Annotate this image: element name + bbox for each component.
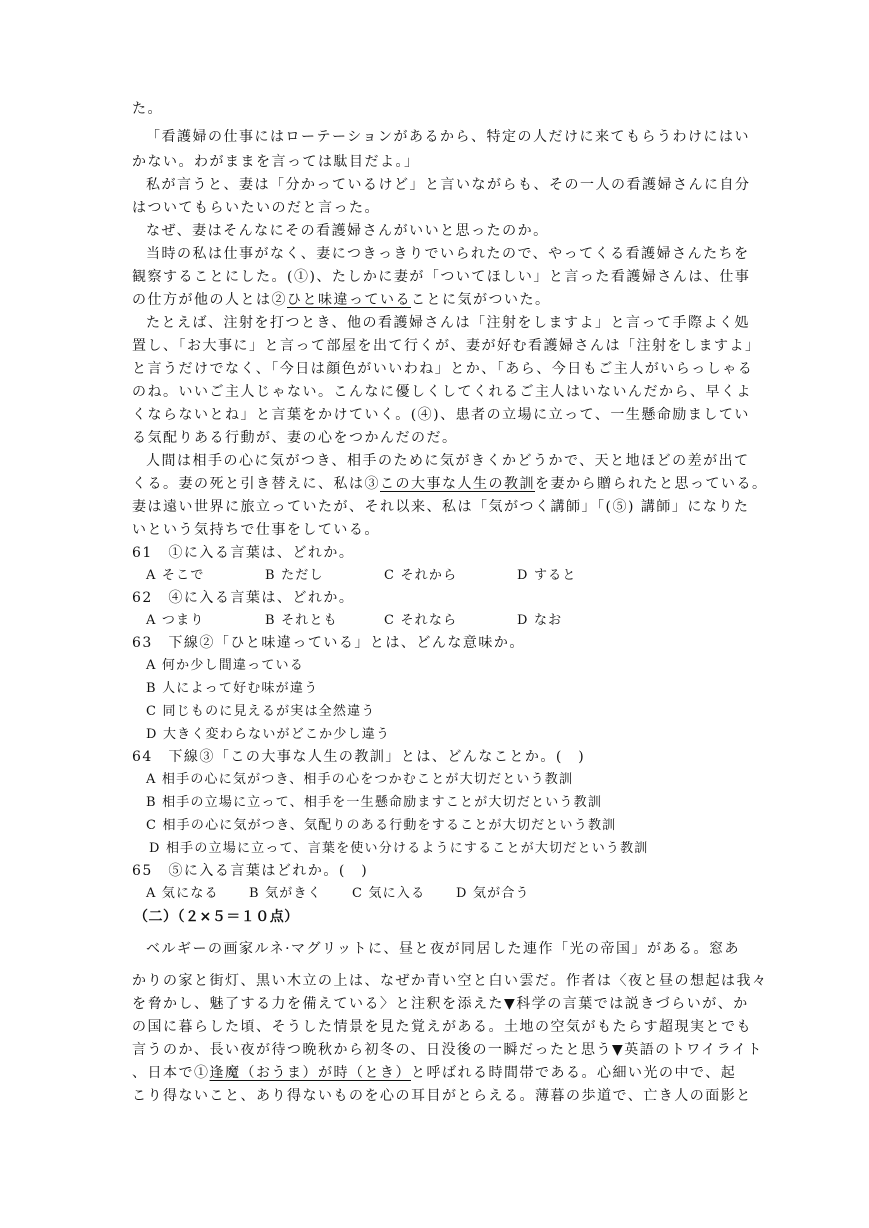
passage-text: と呼ばれる時間帯である。心細い光の中で、起 [411, 1065, 737, 1081]
q61-option-a[interactable]: A そこで [146, 568, 205, 583]
passage-line: なぜ、妻はそんなにその看護婦さんがいいと思ったのか。 [146, 223, 549, 239]
passage-line [132, 1062, 736, 1084]
q63-option-a[interactable]: A 何か少し間違っている [146, 658, 304, 673]
passage-text: 、日本で① [132, 1065, 210, 1081]
question-65-stem: 65 ⑤に入る言葉はどれか。( ) [132, 863, 369, 879]
passage-line: を脅かし、魅了する力を備えている〉と注釈を添えた▼科学の言葉では説きづらいが、か [132, 996, 749, 1012]
passage-line: 「看護婦の仕事にはローテーションがあるから、特定の人だけに来てもらうわけにはい [146, 129, 750, 145]
q61-option-b[interactable]: B ただし [265, 568, 324, 583]
q63-option-c[interactable]: C 同じものに見えるが実は全然違う [146, 704, 376, 719]
q64-option-b[interactable]: B 相手の立場に立って、相手を一生懸命励ますことが大切だという教訓 [146, 795, 603, 810]
passage-line: 観察することにした。(①)、たしかに妻が「ついてほしい」と言った看護婦さんは、仕事 [132, 269, 751, 285]
q64-option-a[interactable]: A 相手の心に気がつき、相手の心をつかむことが大切だという教訓 [146, 772, 574, 787]
passage-line: たとえば、注射を打つとき、他の看護婦さんは「注射をしますよ」と言って手際よく処 [146, 315, 750, 331]
passage-line: ベルギーの画家ルネ·マグリットに、昼と夜が同居した連作「光の帝国」がある。窓あ [146, 941, 740, 957]
q65-option-d[interactable]: D 気が合う [456, 886, 530, 901]
question-63-stem: 63 下線②「ひと味違っている」とは、どんな意味か。 [132, 635, 525, 651]
q63-option-b[interactable]: B 人によって好む味が違う [146, 681, 319, 696]
q63-option-d[interactable]: D 大きく変わらないがどこか少し違う [146, 727, 391, 742]
passage-line: 当時の私は仕事がなく、妻につきっきりでいられたので、やってくる看護婦さんたちを [146, 246, 750, 262]
question-61-stem: 61 ①に入る言葉は、どれか。 [132, 545, 355, 561]
passage-line [132, 289, 551, 311]
passage-line: はついてもらいたいのだと言った。 [132, 200, 380, 216]
passage-line: くならないとね」と言葉をかけていく。(④)、患者の立場に立って、一生懸命励ましてい [132, 407, 750, 423]
q62-option-a[interactable]: A つまり [146, 613, 205, 628]
q61-option-d[interactable]: D すると [517, 568, 577, 583]
passage-line: と言うだけでなく、「今日は顔色がいいわね」とか、「あら、今日もご主人がいらっしゃる [132, 361, 754, 377]
q65-option-a[interactable]: A 気になる [146, 886, 219, 901]
question-64-stem: 64 下線③「この大事な人生の教訓」とは、どんなことか。( ) [132, 749, 586, 765]
passage-line: 言うのか、長い夜が待つ晩秋から初冬の、日没後の一瞬だったと思う▼英語のトワイライト [132, 1042, 763, 1058]
underlined-phrase-1: 逢魔（おうま）が時（とき） [209, 1065, 411, 1081]
passage-line: の国に暮らした頃、そうした情景を見た覚えがある。土地の空気がもたらす超現実とでも [132, 1019, 752, 1035]
passage-line [132, 473, 768, 495]
q64-option-c[interactable]: C 相手の心に気がつき、気配りのある行動をすることが大切だという教訓 [146, 818, 617, 833]
q61-option-c[interactable]: C それから [384, 568, 458, 583]
passage-line: 置し、「お大事に」と言って部屋を出て行くが、妻が好む看護婦さんは「注射をしますよ」 [132, 338, 761, 354]
passage-line: 私が言うと、妻は「分かっているけど」と言いながらも、その一人の看護婦さんに自分 [146, 177, 751, 193]
passage-text: の仕方が他の人とは② [132, 292, 287, 308]
q65-option-b[interactable]: B 気がきく [249, 886, 322, 901]
passage-line: 人間は相手の心に気がつき、相手のために気がきくかどうかで、天と地ほどの差が出て [146, 453, 750, 469]
underlined-phrase-3: この大事な人生の教訓 [380, 476, 535, 492]
passage-line: る気配りある行動が、妻の心をつかんだのだ。 [132, 430, 458, 446]
question-62-stem: 62 ④に入る言葉は、どれか。 [132, 590, 355, 606]
passage-line: かない。わがままを言っては駄目だよ。」 [132, 154, 420, 170]
passage-line: こり得ないこと、あり得ないものを心の耳目がとらえる。薄暮の歩道で、亡き人の面影と [132, 1088, 752, 1104]
passage-line: かりの家と街灯、黒い木立の上は、なぜか青い空と白い雲だ。作者は〈夜と昼の想起は我々 [132, 973, 768, 989]
q64-option-d[interactable]: D 相手の立場に立って、言葉を使い分けるようにすることが大切だという教訓 [149, 841, 649, 856]
q62-option-c[interactable]: C それなら [384, 613, 458, 628]
section-2-heading: （二）（２×５＝１０点） [134, 909, 299, 925]
q62-option-b[interactable]: B それとも [265, 613, 338, 628]
q65-option-c[interactable]: C 気に入る [352, 886, 426, 901]
passage-line: いという気持ちで仕事をしている。 [132, 522, 380, 538]
underlined-phrase-2: ひと味違っている [287, 292, 411, 308]
passage-line: 妻は遠い世界に旅立っていたが、それ以来、私は「気がつく講師」「(⑤) 講師」になりた [132, 499, 750, 515]
passage-text: を妻から贈られたと思っている。 [535, 476, 768, 492]
passage-line: た。 [132, 101, 163, 117]
passage-text: ことに気がついた。 [411, 292, 551, 308]
q62-option-d[interactable]: D なお [517, 613, 563, 628]
passage-line: のね。いいご主人じゃない。こんなに優しくしてくれるご主人はいないんだから、早くよ [132, 384, 752, 400]
passage-text: くる。妻の死と引き替えに、私は③ [132, 476, 380, 492]
